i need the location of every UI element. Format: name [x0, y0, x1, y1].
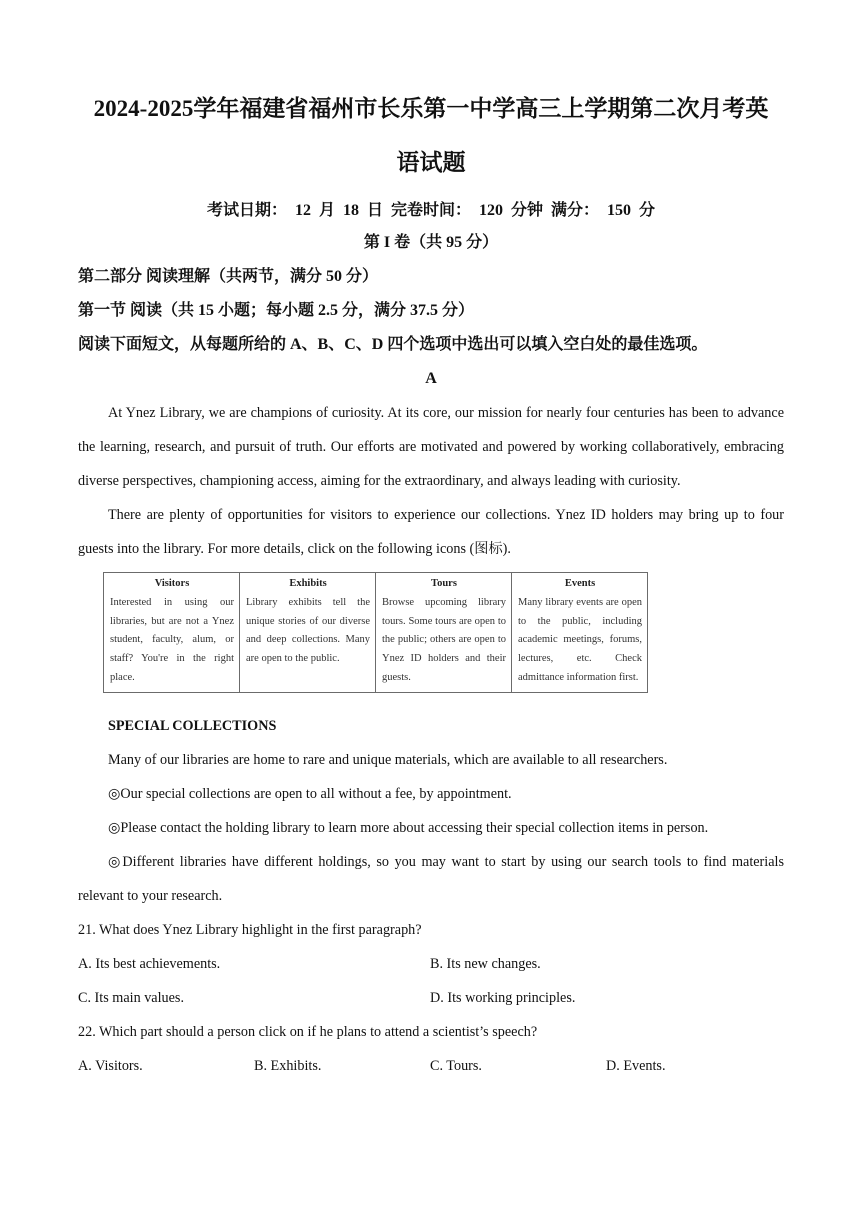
icon-table — [103, 572, 648, 693]
exam-title — [78, 82, 784, 190]
bullet-item: ◎Our special collections are open to all without a fee, by appointment. — [108, 785, 512, 802]
table-cell-tours — [376, 573, 512, 693]
question-22-stem: 22. Which part should a person click on if he plans to attend a scientist’s speech? — [78, 1023, 538, 1040]
question-22-options — [78, 1049, 784, 1083]
table-text: Interested in using our libraries, but are not a Ynez student, faculty, alum, or staff? You're in the right place. — [110, 596, 234, 683]
bullet-item: ◎Different libraries have different holdings, so you may want to start by using our search tools to find materials relevant to your research. — [78, 853, 784, 904]
option-d: D. Its working principles. — [430, 989, 576, 1006]
table-cell-events — [512, 573, 648, 693]
option-a: A. Visitors. — [78, 1057, 143, 1074]
table-header: Visitors — [154, 578, 190, 589]
bullet-item: ◎Please contact the holding library to learn more about accessing their special collection items in person. — [108, 819, 709, 836]
title-line-1: 2024-2025学年福建省福州市长乐第一中学高三上学期第二次月考英 — [93, 96, 769, 121]
exam-page — [78, 82, 784, 1083]
section-title: 第一节 阅读（共 15 小题；每小题 2.5 分，满分 37.5 分） — [78, 302, 475, 319]
table-text: Browse upcoming library tours. Some tours are open to the public; others are open to Ynez ID holders and their guests. — [382, 596, 506, 683]
table-header: Exhibits — [289, 578, 327, 589]
table-row — [104, 573, 648, 693]
option-d: D. Events. — [606, 1057, 666, 1074]
volume-heading: 第 I 卷（共 95 分） — [363, 234, 499, 251]
exam-info: 考试日期： 12 月 18 日 完卷时间： 120 分钟 满分： 150 分 — [206, 202, 655, 219]
question-21-options-row-2 — [78, 981, 784, 1015]
table-text: Library exhibits tell the unique stories of our diverse and deep collections. Many are open to the public. — [246, 596, 370, 665]
special-collections-intro: Many of our libraries are home to rare and unique materials, which are available to all researchers. — [108, 751, 668, 768]
icon-table-wrapper — [103, 572, 648, 693]
table-cell-visitors — [104, 573, 240, 693]
passage-paragraph-1: At Ynez Library, we are champions of curiosity. At its core, our mission for nearly four centuries has been to advance the learning, research, and pursuit of truth. Our efforts are motivated and powered by working collaboratively, embracing diverse perspectives, championing access, aiming for the extraordinary, and always leading with curiosity. — [78, 405, 784, 489]
option-a: A. Its best achievements. — [78, 955, 221, 972]
option-c: C. Its main values. — [78, 989, 184, 1006]
table-header: Events — [564, 578, 596, 589]
passage-letter: A — [425, 370, 437, 387]
title-line-2: 语试题 — [396, 150, 466, 175]
option-b: B. Exhibits. — [254, 1057, 322, 1074]
instruction: 阅读下面短文，从每题所给的 A、B、C、D 四个选项中选出可以填入空白处的最佳选项。 — [78, 336, 708, 353]
option-b: B. Its new changes. — [430, 955, 541, 972]
passage-paragraph-2: There are plenty of opportunities for visitors to experience our collections. Ynez ID holders may bring up to four guests into the library. For more details, click on the following icons (图标). — [78, 507, 784, 557]
table-header: Tours — [431, 578, 457, 589]
special-collections-title: SPECIAL COLLECTIONS — [108, 717, 277, 734]
option-c: C. Tours. — [430, 1057, 482, 1074]
table-text: Many library events are open to the public, including academic meetings, forums, lectures, etc. Check admittance information first. — [518, 596, 642, 683]
question-21-options-row-1 — [78, 947, 784, 981]
table-cell-exhibits — [240, 573, 376, 693]
question-21-stem: 21. What does Ynez Library highlight in the first paragraph? — [78, 921, 422, 938]
part-title: 第二部分 阅读理解（共两节，满分 50 分） — [78, 268, 379, 285]
